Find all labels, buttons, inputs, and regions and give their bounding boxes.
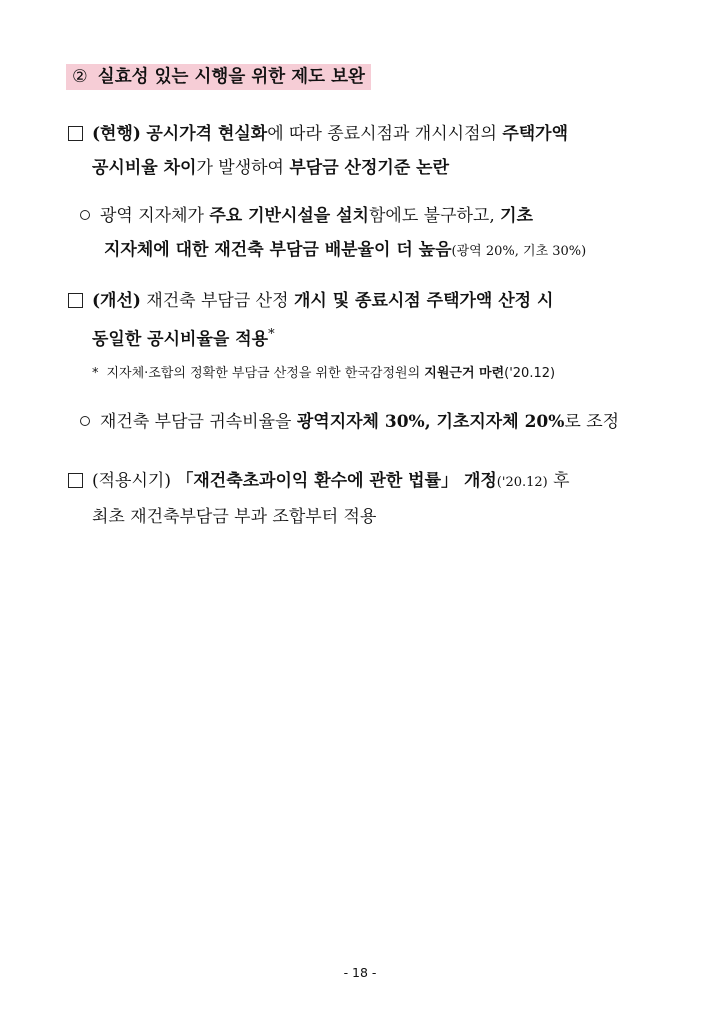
bullet-application-timing: (적용시기) 「재건축초과이익 환수에 관한 법률」 개정('20.12) 후 최초 재건축부담금 부과 조합부터 적용 — [68, 464, 668, 534]
bullet-improvement: (개선) 재건축 부담금 산정 개시 및 종료시점 주택가액 산정 시 동일한 공시비율을 적용* — [68, 284, 668, 357]
checkbox-square-icon — [68, 126, 83, 141]
label-improvement: (개선) — [92, 291, 141, 311]
circle-bullet-icon — [80, 210, 90, 220]
footnote: * 지자체·조합의 정확한 부담금 산정을 위한 한국감정원의 지원근거 마련('20.12) — [92, 366, 556, 381]
label-current: (현행) — [92, 124, 141, 144]
sub-bullet-distribution-issue: 광역 지자체가 주요 기반시설을 설치함에도 불구하고, 기초 지자체에 대한 재건축 부담금 배분율이 더 높음(광역 20%, 기초 30%) — [80, 199, 660, 269]
circle-bullet-icon — [80, 416, 90, 426]
checkbox-square-icon — [68, 293, 83, 308]
checkbox-square-icon — [68, 473, 83, 488]
section-number: ② — [72, 67, 88, 87]
section-heading — [66, 64, 371, 90]
sub-bullet-ratio-adjust: 재건축 부담금 귀속비율을 광역지자체 30%, 기초지자체 20%로 조정 — [80, 405, 660, 439]
page-number: - 18 - — [343, 965, 377, 980]
label-timing: (적용시기) — [92, 471, 171, 491]
section-title: 실효성 있는 시행을 위한 제도 보완 — [97, 67, 365, 87]
bullet-current-status: (현행) 공시가격 현실화에 따라 종료시점과 개시시점의 주택가액 공시비율 차이가 발생하여 부담금 산정기준 논란 — [68, 117, 668, 185]
